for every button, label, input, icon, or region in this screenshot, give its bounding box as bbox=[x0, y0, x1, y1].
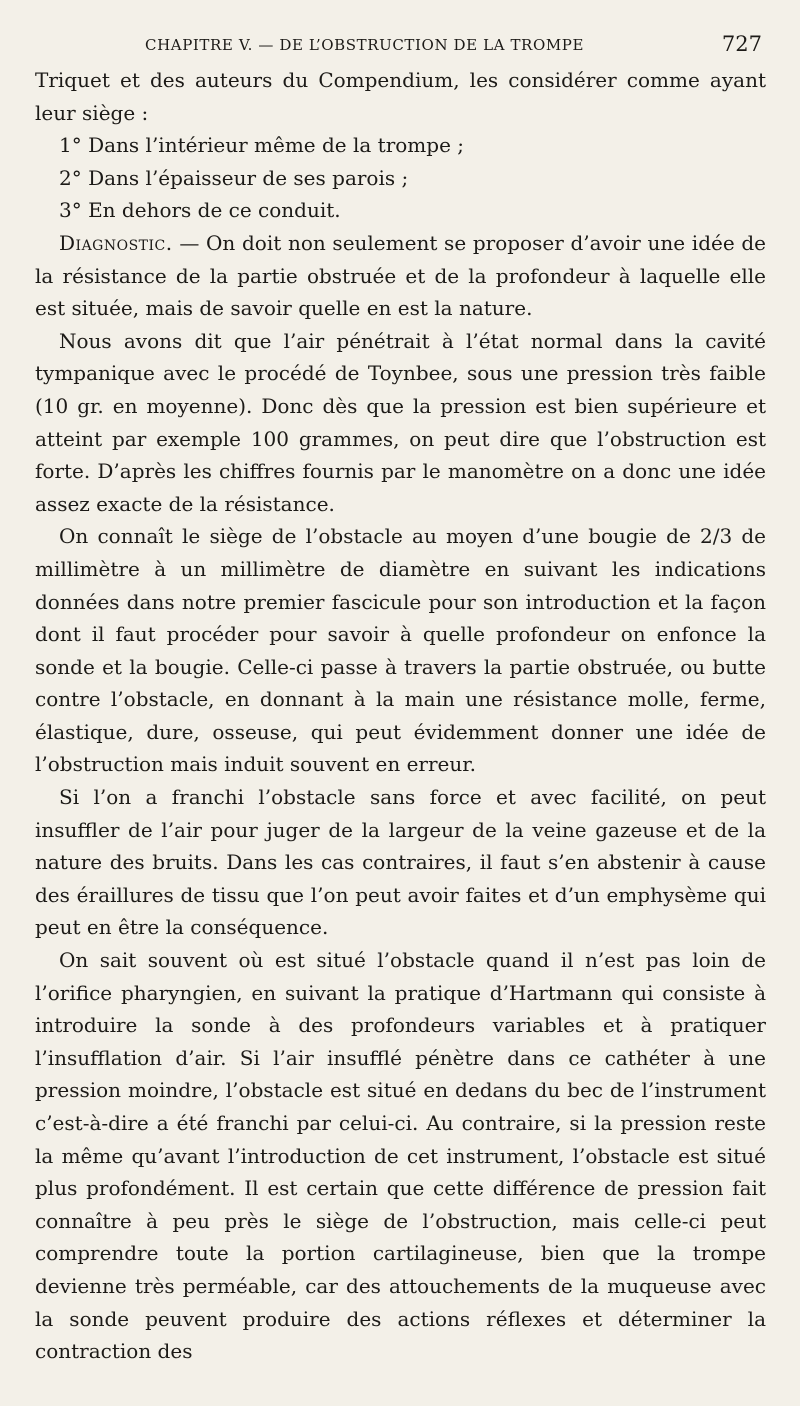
paragraph-diagnostic bbox=[35, 227, 766, 325]
page-number: 727 bbox=[721, 32, 762, 56]
running-head bbox=[35, 30, 766, 64]
diagnostic-text: — On doit non seulement se proposer d’avoir une idée de la résistance de la partie obstruée et de la profondeur à laquelle elle est située, mais de savoir quelle en est la nature. bbox=[35, 230, 766, 321]
paragraph: Nous avons dit que l’air pénétrait à l’état normal dans la cavité tympanique avec le procédé de Toynbee, sous une pression très faible (10 gr. en moyenne). Donc dès que la pression est bien supérieure et atteint par exemple 100 grammes, on peut dire que l’obstruction est forte. D’après les chiffres fournis par le manomètre on a donc une idée assez exacte de la résistance. bbox=[35, 328, 766, 516]
paragraph: Si l’on a franchi l’obstacle sans force et avec facilité, on peut insuffler de l’air pour juger de la largeur de la veine gazeuse et de la nature des bruits. Dans les cas contraires, il faut s’en abstenir à cause des éraillures de tissu que l’on peut avoir faites et d’un emphysème qui peut en être la conséquence. bbox=[35, 785, 766, 940]
running-title: CHAPITRE V. — DE L’OBSTRUCTION DE LA TROMPE bbox=[145, 36, 585, 54]
paragraph: On connaît le siège de l’obstacle au moyen d’une bougie de 2/3 de millimètre à un millimètre de diamètre en suivant les indications données dans notre premier fascicule pour son introduction et la façon dont il faut procéder pour savoir à quelle profondeur on enfonce la sonde et la bougie. Celle-ci passe à travers la partie obstruée, ou butte contre l’obstacle, en donnant à la main une résistance molle, ferme, élastique, dure, osseuse, qui peut évidemment donner une idée de l’obstruction mais induit souvent en erreur. bbox=[35, 524, 766, 777]
list-item: 1° Dans l’intérieur même de la trompe ; bbox=[59, 133, 465, 158]
paragraph: On sait souvent où est situé l’obstacle quand il n’est pas loin de l’orifice pharyngien, en suivant la pratique d’Hartmann qui consiste à introduire la sonde à des profondeurs variables et à pratiquer l’insufflation d’air. Si l’air insufflé pénètre dans ce cathéter à une pression moindre, l’obstacle est situé en dedans du bec de l’instrument c’est-à-dire a été franchi par celui-ci. Au contraire, si la pression reste la même qu’avant l’introduction de cet instrument, l’obstacle est situé plus profondément. Il est certain que cette différence de pression fait connaître à peu près le siège de l’obstruction, mais celle-ci peut comprendre toute la portion cartilagineuse, bien que la trompe devienne très perméable, car des attouchements de la muqueuse avec la sonde peuvent produire des actions réflexes et déterminer la contraction des bbox=[35, 948, 766, 1364]
section-heading-diagnostic: Diagnostic. bbox=[59, 230, 173, 255]
list-item: 3° En dehors de ce conduit. bbox=[59, 198, 341, 223]
body-text bbox=[35, 64, 766, 1368]
list-item: 2° Dans l’épaisseur de ses parois ; bbox=[59, 165, 409, 190]
paragraph-continued: Triquet et des auteurs du Compendium, les considérer comme ayant leur siège : bbox=[35, 68, 766, 125]
